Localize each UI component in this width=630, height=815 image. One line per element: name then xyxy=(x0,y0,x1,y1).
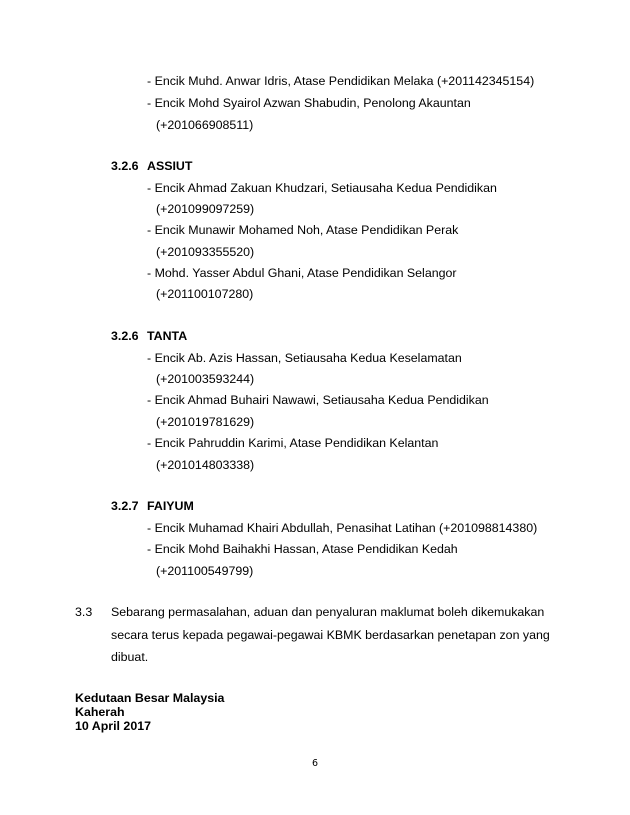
contact-phone: (+201100549799) xyxy=(156,564,254,578)
section-heading: ASSIUT xyxy=(147,159,193,173)
contact-item: - Encik Ab. Azis Hassan, Setiausaha Kedua Keselamatan xyxy=(147,351,462,365)
contact-phone: (+201099097259) xyxy=(156,202,255,216)
signature-date: 10 April 2017 xyxy=(75,719,151,733)
contact-item: - Encik Muhd. Anwar Idris, Atase Pendidikan Melaka (+201142345154) xyxy=(147,74,535,88)
contact-item: - Encik Munawir Mohamed Noh, Atase Pendidikan Perak xyxy=(147,223,459,237)
signature-organization: Kedutaan Besar Malaysia xyxy=(75,691,225,705)
paragraph-line: dibuat. xyxy=(111,650,149,664)
contact-item: - Encik Mohd Syairol Azwan Shabudin, Penolong Akauntan xyxy=(147,96,471,110)
contact-item: - Encik Pahruddin Karimi, Atase Pendidikan Kelantan xyxy=(147,436,439,450)
signature-city: Kaherah xyxy=(75,705,125,719)
section-number: 3.2.6 xyxy=(111,329,139,343)
paragraph-number: 3.3 xyxy=(75,605,93,619)
section-heading: TANTA xyxy=(147,329,188,343)
contact-phone: (+201100107280) xyxy=(156,287,254,301)
contact-item: - Encik Ahmad Zakuan Khudzari, Setiausaha Kedua Pendidikan xyxy=(147,181,497,195)
contact-item: - Encik Ahmad Buhairi Nawawi, Setiausaha Kedua Pendidikan xyxy=(147,393,489,407)
paragraph-line: Sebarang permasalahan, aduan dan penyaluran maklumat boleh dikemukakan xyxy=(111,605,545,619)
contact-item: - Encik Mohd Baihakhi Hassan, Atase Pendidikan Kedah xyxy=(147,542,458,556)
contact-item: - Mohd. Yasser Abdul Ghani, Atase Pendidikan Selangor xyxy=(147,266,457,280)
section-number: 3.2.7 xyxy=(111,499,139,513)
section-number: 3.2.6 xyxy=(111,159,139,173)
contact-phone: (+201093355520) xyxy=(156,245,255,259)
contact-phone: (+201003593244) xyxy=(156,372,255,386)
contact-item: - Encik Muhamad Khairi Abdullah, Penasihat Latihan (+201098814380) xyxy=(147,521,538,535)
section-heading: FAIYUM xyxy=(147,499,194,513)
contact-phone: (+201019781629) xyxy=(156,415,255,429)
page-number: 6 xyxy=(311,758,319,769)
contact-phone: (+201014803338) xyxy=(156,458,255,472)
paragraph-line: secara terus kepada pegawai-pegawai KBMK berdasarkan penetapan zon yang xyxy=(111,628,550,642)
contact-phone: (+201066908511) xyxy=(156,118,254,132)
